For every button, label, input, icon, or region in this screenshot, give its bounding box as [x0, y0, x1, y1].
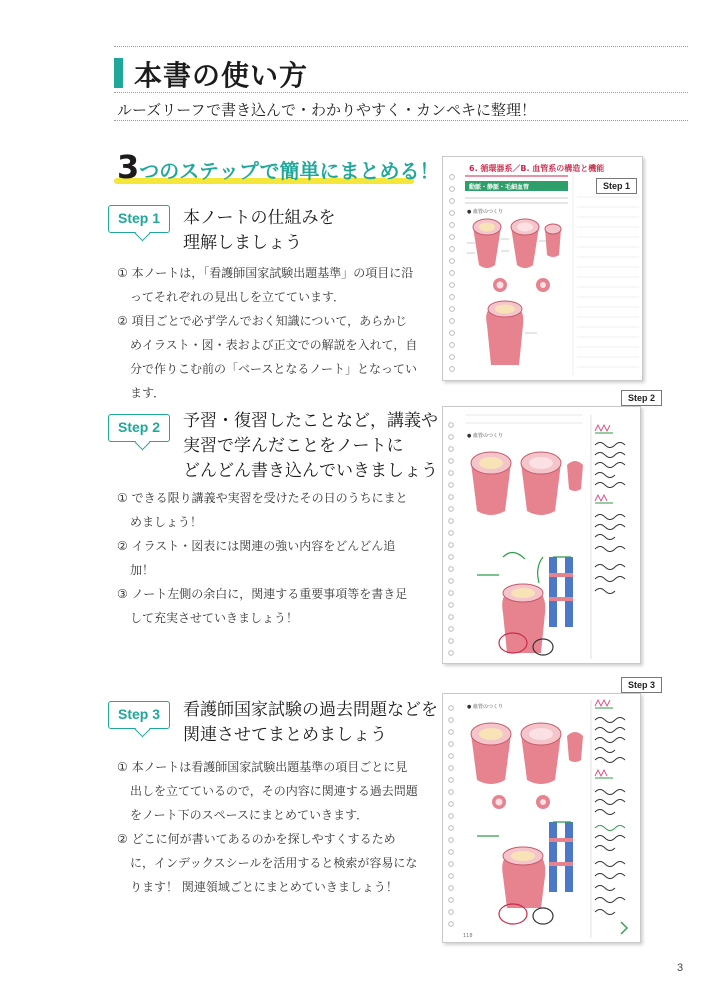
list-item: ② 項目ごとで必ず学んでおく知識について，あらかじめイラスト・図・表および正文での解説を入れて，自分で作りこむ前の「ベースとなるノート」となっています．: [117, 314, 418, 400]
step-1-heading: [183, 206, 336, 256]
preview-section-title: 6. 循環器系／B. 血管系の構造と機能: [469, 164, 605, 173]
section-headline: [117, 148, 439, 186]
step-3-badge: Step 3: [108, 701, 170, 729]
step-2-badge: Step 2: [108, 414, 170, 442]
preview-subheading: ● 血管のつくり: [467, 704, 503, 710]
heading-line: 実習で学んだことをノートに: [183, 436, 404, 456]
page-subtitle: ルーズリーフで書き込んで・わかりやすく・カンペキに整理！: [117, 101, 536, 119]
step-1-preview-tag: Step 1: [596, 178, 637, 194]
top-dotted-rule: [114, 46, 688, 47]
preview-subheading: ● 血管のつくり: [467, 433, 503, 439]
list-item: ② どこに何が書いてあるのかを探しやすくするために，インデックスシールを活用すると検索が容易になります！ 関連領域ごとにまとめていきましょう！: [117, 832, 418, 894]
heading-line: 看護師国家試験の過去問題などを: [183, 700, 438, 720]
heading-line: 関連させてまとめましょう: [183, 725, 387, 745]
list-item: ③ ノート左側の余白に，関連する重要事項等を書き足して充実させていきましょう！: [117, 587, 408, 625]
step-3-heading: [183, 698, 438, 748]
subtitle-dotted-rule: [114, 120, 688, 121]
headline-text: つのステップで簡単にまとめる！: [139, 159, 440, 183]
preview-subheading: ● 血管のつくり: [467, 209, 503, 215]
list-item: ① できる限り講義や実習を受けたその日のうちにまとめましょう！: [117, 491, 408, 529]
step-1-list: [117, 261, 419, 405]
step-3-preview-page: [442, 693, 641, 943]
heading-line: 本ノートの仕組みを: [183, 208, 336, 228]
notebook-illustration: [443, 694, 641, 943]
heading-line: 予習・復習したことなど，講義や: [183, 411, 438, 431]
step-1-badge: Step 1: [108, 205, 170, 233]
headline-number: 3: [117, 148, 140, 186]
list-item: ① 本ノートは，「看護師国家試験出題基準」の項目に沿ってそれぞれの見出しを立てています．: [117, 266, 414, 304]
title-accent-bar: [114, 58, 123, 88]
list-item: ② イラスト・図表には関連の強い内容をどんどん追加！: [117, 539, 396, 577]
notebook-illustration: [443, 407, 641, 664]
list-item: ① 本ノートは看護師国家試験出題基準の項目ごとに見出しを立てているので，その内容に関連する過去問題をノート下のスペースにまとめていきます．: [117, 760, 418, 822]
step-2-preview-page: [442, 406, 641, 664]
title-dotted-rule: [114, 92, 688, 93]
step-3-list: [117, 755, 419, 899]
page-number: 3: [677, 962, 684, 974]
step-3-preview-tag: Step 3: [621, 677, 662, 693]
preview-page-footer: 118: [463, 933, 473, 939]
step-2-list: [117, 486, 419, 630]
page-title: 本書の使い方: [134, 59, 309, 92]
step-2-heading: [183, 409, 438, 484]
heading-line: 理解しましょう: [183, 233, 302, 253]
preview-green-bar: 動脈・静脈・毛細血管: [469, 184, 530, 191]
heading-line: どんどん書き込んでいきましょう: [183, 461, 438, 481]
step-2-preview-tag: Step 2: [621, 390, 662, 406]
